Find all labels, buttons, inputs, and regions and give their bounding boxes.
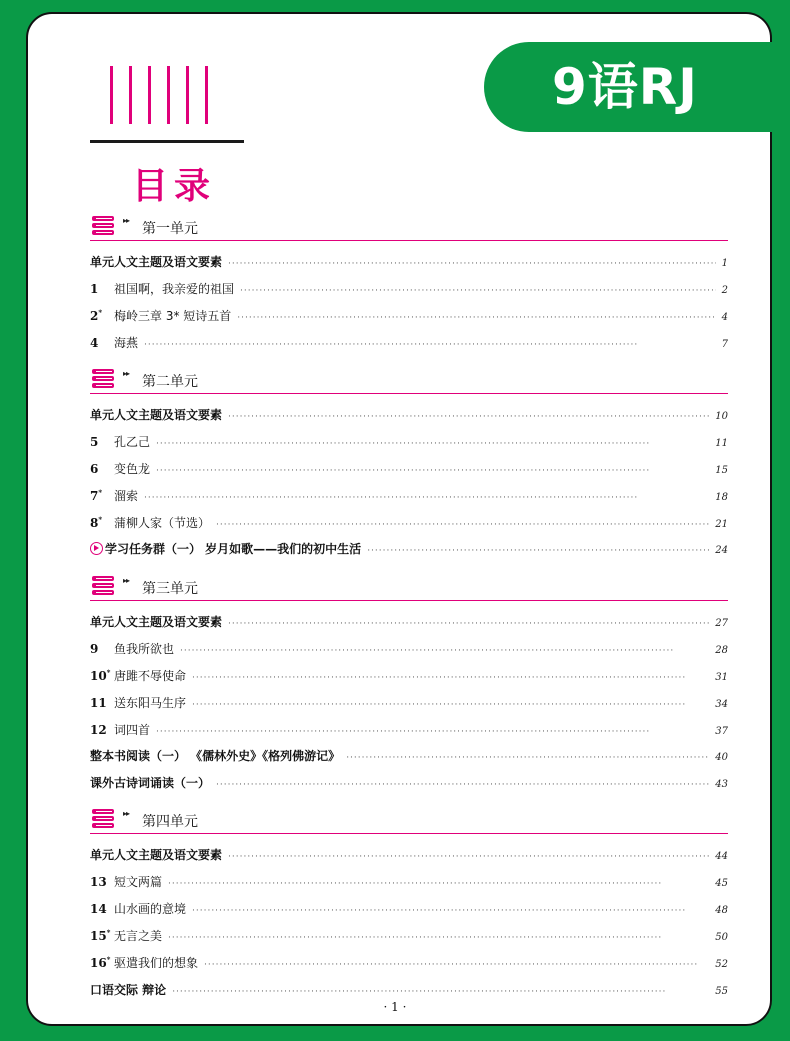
entry-label: 变色龙 <box>114 462 151 476</box>
entry-label: 词四首 <box>114 723 151 737</box>
double-arrow-icon: ▸▸ <box>123 809 130 818</box>
toc-entry[interactable] <box>90 667 728 685</box>
page-title: 目录 <box>132 165 217 207</box>
toc-entry[interactable] <box>90 613 728 631</box>
entry-label: 梅岭三章 3* 短诗五首 <box>114 309 232 323</box>
dot-leader <box>156 466 709 476</box>
toc-entry[interactable] <box>90 253 728 271</box>
dot-leader <box>168 879 709 889</box>
entry-page-number: 45 <box>715 878 728 889</box>
dot-leader <box>367 546 709 556</box>
lesson-number: 7* <box>90 488 103 503</box>
entry-page-number: 18 <box>715 492 728 503</box>
dot-leader <box>237 313 715 323</box>
entry-label: 无言之美 <box>114 929 163 943</box>
toc-entry[interactable] <box>90 747 728 765</box>
lesson-number: 9 <box>90 642 99 656</box>
entry-label: 口语交际 辩论 <box>90 983 167 997</box>
lesson-number: 15* <box>90 928 111 943</box>
optional-star: * <box>106 668 111 677</box>
dot-leader <box>204 960 709 970</box>
entry-label: 海燕 <box>114 336 139 350</box>
dot-leader <box>192 906 709 916</box>
toc-entry[interactable] <box>90 433 728 451</box>
dot-leader <box>228 619 709 629</box>
optional-star: * <box>106 955 111 964</box>
lesson-number: 14 <box>90 902 107 916</box>
toc-entry[interactable] <box>90 900 728 918</box>
toc-entry[interactable] <box>90 280 728 298</box>
dot-leader <box>144 493 709 503</box>
title-rule <box>90 140 244 143</box>
dot-leader <box>216 780 709 790</box>
page-number: · 1 · <box>383 1000 407 1014</box>
book-stack-icon <box>90 574 120 598</box>
book-stack-icon <box>90 214 120 238</box>
dot-leader <box>192 673 709 683</box>
double-arrow-icon: ▸▸ <box>123 576 130 585</box>
entry-label: 驱遣我们的想象 <box>114 956 199 970</box>
unit-title: 第四单元 <box>142 814 198 830</box>
book-stack-icon <box>90 367 120 391</box>
entry-label: 溜索 <box>114 489 139 503</box>
toc-entry[interactable] <box>90 406 728 424</box>
entry-label: 蒲柳人家（节选） <box>114 516 211 530</box>
entry-label: 孔乙己 <box>114 435 151 449</box>
toc-entry[interactable] <box>90 487 728 505</box>
dot-leader <box>192 700 709 710</box>
dot-leader <box>156 727 709 737</box>
entry-page-number: 37 <box>715 726 728 737</box>
entry-page-number: 40 <box>715 752 728 763</box>
dot-leader <box>228 852 709 862</box>
optional-star: * <box>98 308 103 317</box>
book-stack-icon <box>90 807 120 831</box>
entry-page-number: 28 <box>715 645 728 656</box>
double-arrow-icon: ▸▸ <box>123 369 130 378</box>
entry-label: 单元人文主题及语文要素 <box>90 615 223 629</box>
toc-entry[interactable] <box>90 954 728 972</box>
entry-label: 整本书阅读（一） 《儒林外史》《格列佛游记》 <box>90 749 341 763</box>
unit-title: 第三单元 <box>142 581 198 597</box>
lesson-number: 10* <box>90 668 111 683</box>
entry-label: 祖国啊，我亲爱的祖国 <box>114 282 235 296</box>
entry-page-number: 11 <box>715 438 728 449</box>
entry-page-number: 34 <box>715 699 728 710</box>
dot-leader <box>180 646 709 656</box>
entry-page-number: 15 <box>715 465 728 476</box>
toc-entry[interactable] <box>90 460 728 478</box>
unit-title: 第二单元 <box>142 374 198 390</box>
unit-header <box>90 367 728 394</box>
entry-label: 唐雎不辱使命 <box>114 669 187 683</box>
toc-entry[interactable] <box>90 694 728 712</box>
entry-page-number: 44 <box>715 851 728 862</box>
lesson-number: 12 <box>90 723 107 737</box>
dot-leader <box>156 439 709 449</box>
dot-leader <box>216 520 709 530</box>
dot-leader <box>144 340 716 350</box>
dot-leader <box>346 753 709 763</box>
entry-page-number: 21 <box>715 519 728 530</box>
entry-page-number: 50 <box>715 932 728 943</box>
entry-page-number: 1 <box>721 258 728 269</box>
entry-label: 送东阳马生序 <box>114 696 187 710</box>
entry-label: 学习任务群（一） 岁月如歌——我们的初中生活 <box>90 540 361 557</box>
entry-page-number: 7 <box>721 339 728 350</box>
unit-title: 第一单元 <box>142 221 198 237</box>
unit-header <box>90 807 728 834</box>
toc-entry[interactable] <box>90 873 728 891</box>
entry-label: 课外古诗词诵读（一） <box>90 776 211 790</box>
entry-page-number: 10 <box>715 411 728 422</box>
toc-entry[interactable] <box>90 927 728 945</box>
entry-label: 单元人文主题及语文要素 <box>90 848 223 862</box>
lesson-number: 1 <box>90 282 99 296</box>
toc-entry[interactable] <box>90 334 728 352</box>
optional-star: * <box>98 488 103 497</box>
grade-badge: 9语RJ <box>484 42 790 132</box>
dot-leader <box>168 933 709 943</box>
toc-entry[interactable] <box>90 981 728 999</box>
toc-entry[interactable] <box>90 774 728 792</box>
entry-label: 短文两篇 <box>114 875 163 889</box>
toc-entry[interactable] <box>90 540 728 558</box>
lesson-number: 2* <box>90 308 103 323</box>
unit-header <box>90 214 728 241</box>
entry-page-number: 55 <box>715 986 728 997</box>
toc-entry[interactable] <box>90 640 728 658</box>
entry-label: 山水画的意境 <box>114 902 187 916</box>
entry-page-number: 31 <box>715 672 728 683</box>
lesson-number: 11 <box>90 696 107 710</box>
toc-entry[interactable] <box>90 846 728 864</box>
optional-star: * <box>98 515 103 524</box>
dot-leader <box>240 286 716 296</box>
unit-header <box>90 574 728 601</box>
entry-label: 鱼我所欲也 <box>114 642 175 656</box>
dot-leader <box>172 987 709 997</box>
entry-label: 单元人文主题及语文要素 <box>90 255 223 269</box>
lesson-number: 8* <box>90 515 103 530</box>
entry-page-number: 48 <box>715 905 728 916</box>
entry-page-number: 24 <box>715 545 728 556</box>
entry-page-number: 2 <box>721 285 728 296</box>
entry-page-number: 4 <box>721 312 728 323</box>
toc-entry[interactable] <box>90 721 728 739</box>
entry-page-number: 52 <box>715 959 728 970</box>
dot-leader <box>228 412 709 422</box>
optional-star: * <box>106 928 111 937</box>
toc-entry[interactable] <box>90 307 728 325</box>
lesson-number: 5 <box>90 435 99 449</box>
lesson-number: 6 <box>90 462 99 476</box>
double-arrow-icon: ▸▸ <box>123 216 130 225</box>
entry-page-number: 43 <box>715 779 728 790</box>
play-circle-icon <box>90 542 103 555</box>
lesson-number: 16* <box>90 955 111 970</box>
dot-leader <box>228 259 716 269</box>
toc-entry[interactable] <box>90 514 728 532</box>
lesson-number: 13 <box>90 875 107 889</box>
entry-page-number: 27 <box>715 618 728 629</box>
entry-label: 单元人文主题及语文要素 <box>90 408 223 422</box>
lesson-number: 4 <box>90 336 99 350</box>
